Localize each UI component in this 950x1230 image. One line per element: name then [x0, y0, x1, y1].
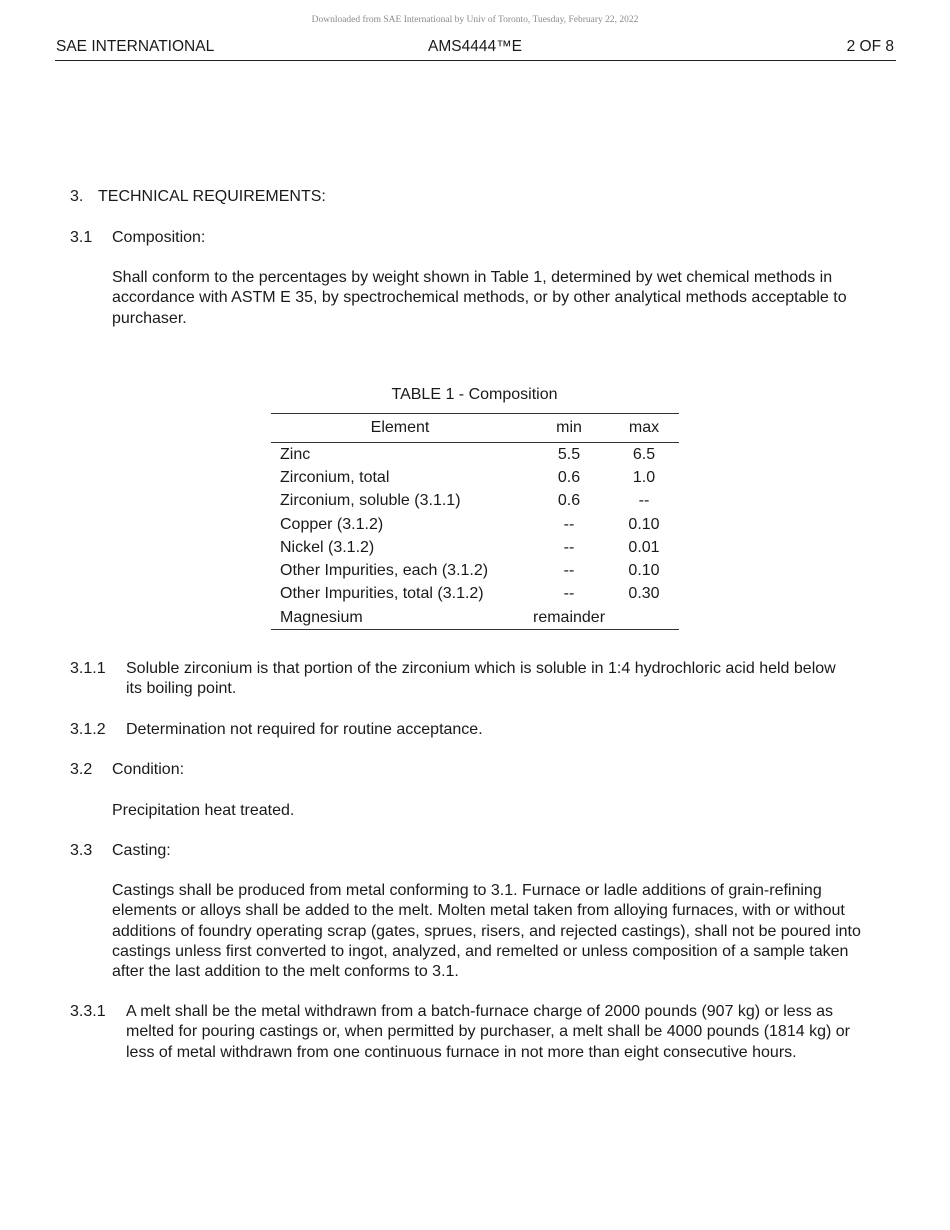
header-document-id: AMS4444™E — [428, 38, 522, 55]
cell-element: Zirconium, total — [280, 468, 390, 486]
section-3-3-number: 3.3 — [70, 842, 93, 859]
table-row — [271, 443, 679, 467]
table-row — [271, 583, 679, 606]
header-page-number: 2 OF 8 — [846, 38, 894, 55]
section-3-title: TECHNICAL REQUIREMENTS: — [98, 188, 326, 205]
column-header-max: max — [609, 414, 679, 443]
section-3-2-number: 3.2 — [70, 761, 93, 778]
table-row — [271, 490, 679, 513]
table-row — [271, 606, 679, 630]
cell-element: Other Impurities, each (3.1.2) — [280, 562, 489, 580]
cell-min: -- — [563, 515, 575, 533]
section-3-3-1-number: 3.3.1 — [70, 1003, 106, 1020]
section-3-1-2-body: Determination not required for routine acceptance. — [126, 721, 483, 738]
table-row — [271, 536, 679, 559]
table-row — [271, 513, 679, 536]
table-row — [271, 466, 679, 489]
section-3-1-number: 3.1 — [70, 229, 93, 246]
header-organization: SAE INTERNATIONAL — [56, 38, 215, 55]
header-rule — [55, 60, 896, 61]
cell-max: 0.01 — [628, 538, 660, 556]
cell-element: Copper (3.1.2) — [280, 515, 384, 533]
section-3-1-1-number: 3.1.1 — [70, 660, 106, 677]
cell-max: 1.0 — [632, 468, 656, 486]
cell-element: Zinc — [280, 445, 311, 463]
table-row — [271, 559, 679, 582]
cell-element: Magnesium — [271, 606, 529, 630]
cell-min: remainder — [529, 606, 609, 630]
section-3-2-body: Precipitation heat treated. — [112, 802, 295, 819]
section-3-3-title: Casting: — [112, 842, 171, 859]
section-3-1-2-number: 3.1.2 — [70, 721, 106, 738]
section-3-3-1-body: A melt shall be the metal withdrawn from a batch-furnace charge of 2000 pounds (907 kg) or less as melted for pouring castings or, when permitted by purchaser, a melt shall be 4000 pounds (1814 kg) or less of metal withdrawn from one continuous furnace in not more than eight consecutive hours. — [126, 1003, 850, 1061]
cell-max: 0.30 — [628, 585, 660, 603]
cell-max — [609, 606, 679, 630]
section-3-1-body: Shall conform to the percentages by weight shown in Table 1, determined by wet chemical methods in accordance with ASTM E 35, by spectrochemical methods, or by other analytical methods acceptable to purchaser. — [112, 269, 847, 327]
section-3-1-1-body: Soluble zirconium is that portion of the zirconium which is soluble in 1:4 hydrochloric acid held below its boiling point. — [126, 660, 836, 698]
section-3-3-body: Castings shall be produced from metal conforming to 3.1. Furnace or ladle additions of grain-refining elements or alloys shall be added to the melt. Molten metal taken from alloying furnaces, with or without additions of foundry operating scrap (gates, sprues, risers, and rejected castings), shall not be poured into castings unless first converted to ingot, analyzed, and remelted or unless composition of a sample taken after the last addition to the melt conforms to 3.1. — [112, 882, 861, 981]
cell-element: Nickel (3.1.2) — [280, 538, 375, 556]
cell-max: -- — [638, 492, 650, 510]
cell-max: 0.10 — [628, 515, 660, 533]
section-3-2-title: Condition: — [112, 761, 185, 778]
cell-min: 0.6 — [557, 492, 581, 510]
cell-max: 6.5 — [632, 445, 656, 463]
table-1-caption: TABLE 1 - Composition — [391, 386, 558, 403]
cell-min: 0.6 — [557, 468, 581, 486]
cell-min: 5.5 — [557, 445, 581, 463]
section-3-number: 3. — [70, 188, 84, 205]
cell-min: -- — [563, 562, 575, 580]
download-notice: Downloaded from SAE International by Univ of Toronto, Tuesday, February 22, 2022 — [311, 15, 639, 25]
section-3-1-title: Composition: — [112, 229, 206, 246]
cell-max: 0.10 — [628, 562, 660, 580]
column-header-element: Element — [271, 414, 529, 443]
column-header-min: min — [529, 414, 609, 443]
cell-min: -- — [563, 585, 575, 603]
cell-element: Other Impurities, total (3.1.2) — [280, 585, 484, 603]
composition-table — [271, 413, 679, 630]
cell-min: -- — [563, 538, 575, 556]
cell-element: Zirconium, soluble (3.1.1) — [280, 492, 461, 510]
